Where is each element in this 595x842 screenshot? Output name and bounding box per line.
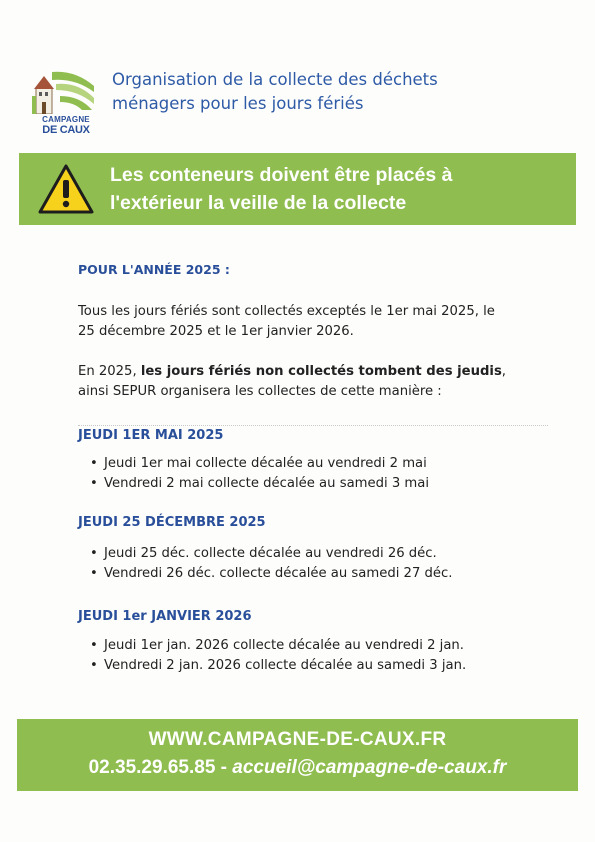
logo-text-line1: CAMPAGNE [42,115,90,124]
year-heading: POUR L'ANNÉE 2025 : [78,262,230,277]
bullet-icon: • [90,566,98,581]
list-item-text: Vendredi 2 jan. 2026 collecte décalée au samedi 3 jan. [104,658,467,673]
thursday-paragraph [78,362,548,402]
warning-triangle-icon [37,163,95,215]
email-link[interactable]: accueil@campagne-de-caux.fr [232,757,507,778]
list-item-text: Vendredi 26 déc. collecte décalée au samedi 27 déc. [104,566,453,581]
warning-banner [19,153,576,225]
phone-number[interactable]: 02.35.29.65.85 [88,757,216,778]
intro-paragraph [78,302,548,342]
section-list-january [90,636,550,676]
intro-paragraph-line2: 25 décembre 2025 et le 1er janvier 2026. [78,324,354,339]
document-title-line1: Organisation de la collecte des déchets [112,70,438,89]
thursday-paragraph-line2: ainsi SEPUR organisera les collectes de cette manière : [78,384,442,399]
list-item [90,454,550,474]
list-item [90,474,550,494]
header [30,60,570,136]
section-heading-january: JEUDI 1er JANVIER 2026 [78,609,252,624]
list-item-text: Jeudi 1er mai collecte décalée au vendredi 2 mai [104,456,427,471]
warning-banner-text [110,161,560,217]
bullet-icon: • [90,638,98,653]
thursday-paragraph-suffix: , [501,364,506,379]
list-item [90,564,550,584]
thursday-paragraph-prefix: En 2025, [78,364,141,379]
contact-line [17,755,578,781]
bullet-icon: • [90,546,98,561]
list-item [90,544,550,564]
website-link[interactable]: WWW.CAMPAGNE-DE-CAUX.FR [148,729,447,750]
contact-separator: - [215,757,233,778]
contact-banner [17,719,578,791]
bullet-icon: • [90,658,98,673]
list-item [90,656,550,676]
bullet-icon: • [90,456,98,471]
warning-banner-line1: Les conteneurs doivent être placés à [110,164,453,186]
section-heading-may: JEUDI 1ER MAI 2025 [78,428,224,443]
warning-banner-line2: l'extérieur la veille de la collecte [110,192,407,214]
section-divider [78,425,548,426]
bullet-icon: • [90,476,98,491]
section-list-december [90,544,550,584]
document-title [112,68,552,116]
list-item-text: Jeudi 25 déc. collecte décalée au vendredi 26 déc. [104,546,437,561]
list-item-text: Vendredi 2 mai collecte décalée au samedi 3 mai [104,476,430,491]
thursday-paragraph-bold: les jours fériés non collectés tombent des jeudis [140,364,502,379]
section-list-may [90,454,550,494]
intro-paragraph-line1: Tous les jours fériés sont collectés exceptés le 1er mai 2025, le [78,304,495,319]
list-item [90,636,550,656]
logo-text-line2: DE CAUX [42,124,90,136]
document-title-line2: ménagers pour les jours fériés [112,94,364,113]
campagne-de-caux-logo [30,66,100,136]
section-heading-december: JEUDI 25 DÉCEMBRE 2025 [78,515,266,530]
list-item-text: Jeudi 1er jan. 2026 collecte décalée au vendredi 2 jan. [104,638,464,653]
logo-emblem-icon [30,66,100,114]
